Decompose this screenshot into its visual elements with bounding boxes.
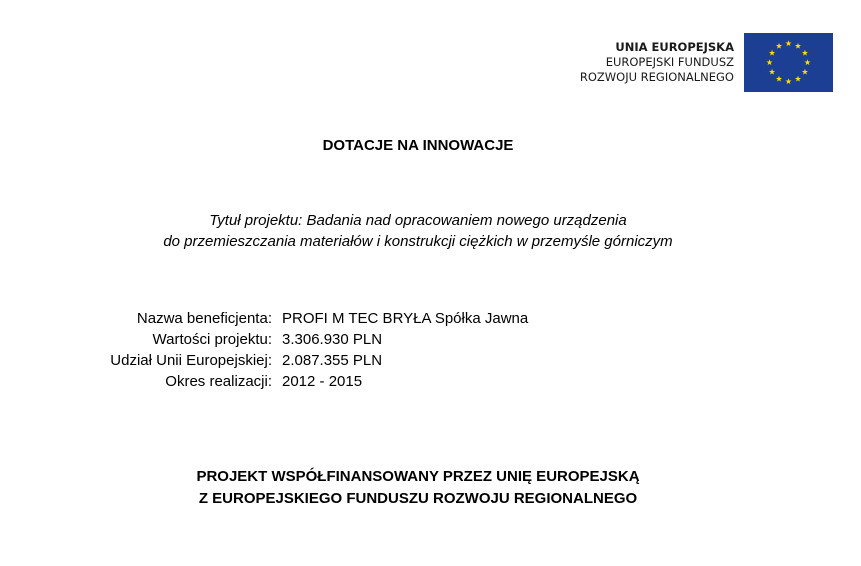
eu-star-icon — [802, 69, 808, 75]
project-title-line-2: do przemieszczania materiałów i konstrukcji ciężkich w przemyśle górniczym — [163, 233, 673, 250]
eu-logo-text — [580, 40, 734, 85]
cofinancing-footer — [0, 466, 836, 510]
info-row-period — [0, 371, 861, 392]
eu-star-icon — [769, 69, 775, 75]
project-info — [0, 308, 861, 392]
eu-logo-line-2: EUROPEJSKI FUNDUSZ — [605, 55, 734, 69]
eu-star-icon — [795, 43, 801, 49]
footer-line-2: Z EUROPEJSKIEGO FUNDUSZU ROZWOJU REGIONALNEGO — [198, 490, 638, 507]
info-label: Wartości projektu: — [152, 331, 272, 348]
info-label: Okres realizacji: — [165, 373, 272, 390]
project-title-line-1: Tytuł projektu: Badania nad opracowaniem nowego urządzenia — [209, 212, 627, 229]
eu-star-icon — [776, 76, 782, 82]
eu-flag-icon — [744, 33, 833, 92]
info-value: 3.306.930 PLN — [282, 331, 383, 348]
eu-star-icon — [769, 50, 775, 56]
eu-star-icon — [776, 43, 782, 49]
eu-star-icon — [766, 59, 772, 65]
eu-star-icon — [804, 59, 810, 65]
eu-flag-stars — [744, 33, 833, 92]
info-label: Udział Unii Europejskiej: — [110, 352, 272, 369]
eu-star-icon — [802, 50, 808, 56]
info-value: 2.087.355 PLN — [282, 352, 383, 369]
eu-logo-line-3: ROZWOJU REGIONALNEGO — [579, 70, 734, 84]
footer-line-1: PROJEKT WSPÓŁFINANSOWANY PRZEZ UNIĘ EUROPEJSKĄ — [196, 468, 640, 485]
eu-star-icon — [785, 40, 791, 46]
info-label: Nazwa beneficjenta: — [136, 310, 272, 327]
info-row-beneficiary — [0, 308, 861, 329]
info-value: 2012 - 2015 — [282, 373, 363, 390]
eu-star-icon — [795, 76, 801, 82]
project-title — [0, 210, 836, 252]
eu-star-icon — [785, 78, 791, 84]
page-heading: DOTACJE NA INNOWACJE — [322, 137, 514, 154]
info-value: PROFI M TEC BRYŁA Spółka Jawna — [282, 310, 529, 327]
info-row-eu-share — [0, 350, 861, 371]
info-row-project-value — [0, 329, 861, 350]
eu-logo-line-1: UNIA EUROPEJSKA — [615, 40, 734, 54]
